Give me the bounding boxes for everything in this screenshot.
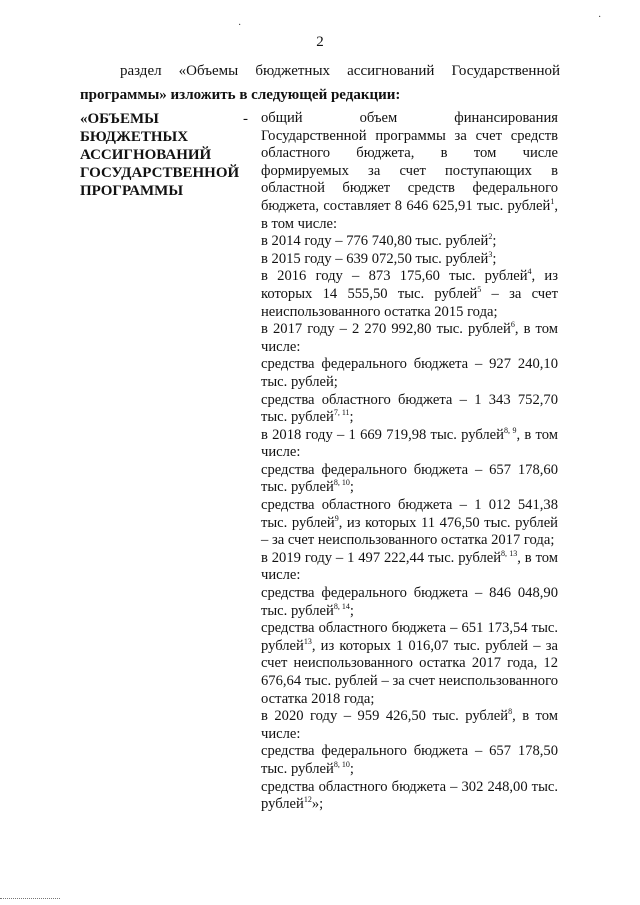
funding-2019: в 2019 году – 1 497 222,44 тыс. рублей$^{8, 13}$, в том числе: [261,548,559,584]
funding-total: общий объем финансирования Государственной программы за счет средств областного бюджета, в том числе формируемых за счет поступающих в областной бюджет средств федерального бюджета, составляет 8 646 625,91 тыс. рублей$^1$, в том числе: [261,110,558,232]
funding-2018: в 2018 году – 1 669 719,98 тыс. рублей$^{8, 9}$, в том числе: [261,425,558,461]
heading-dash: - [243,111,248,127]
funding-2017-federal: средства федерального бюджета – 927 240,10 тыс. рублей; [261,356,558,390]
funding-2020: в 2020 году – 959 426,50 тыс. рублей$^8$, в том числе: [261,707,558,742]
funding-2014: в 2014 году – 776 740,80 тыс. рублей$^2$; [261,232,497,250]
heading-line: АССИГНОВАНИЙ [80,147,212,163]
section-heading [80,110,250,200]
funding-2020-federal: средства федерального бюджета – 657 178,50 тыс. рублей$^{8, 10}$; [261,743,558,777]
intro-line-2 [80,84,560,106]
intro-line-2-text: программы» изложить в следующей редакции: [80,87,401,103]
funding-2015: в 2015 году – 639 072,50 тыс. рублей$^3$; [261,249,497,267]
intro-line-1: раздел «Объемы бюджетных ассигнований Государственной [120,63,560,79]
page-number: 2 [316,34,324,50]
funding-2018-federal: средства федерального бюджета – 657 178,60 тыс. рублей$^{8, 10}$; [261,461,558,496]
funding-content [261,110,558,814]
funding-2020-regional: средства областного бюджета – 302 248,00 тыс. рублей$^{12}$»; [261,778,558,813]
funding-2017: в 2017 году – 2 270 992,80 тыс. рублей$^6$, в том числе: [261,320,558,355]
funding-2019-federal: средства федерального бюджета – 846 048,90 тыс. рублей$^{8, 14}$; [261,585,558,619]
funding-2019-regional: средства областного бюджета – 651 173,54 тыс. рублей$^{13}$, из которых 1 016,07 тыс. рублей – за счет неиспользованного остатка 2017 года, 12 676,64 тыс. рублей – за счет неиспользованного остатка 2018 года; [261,620,558,707]
scan-speck: · [238,20,242,31]
heading-line: ПРОГРАММЫ [80,183,184,199]
funding-2017-regional: средства областного бюджета – 1 343 752,70 тыс. рублей$^{7, 11}$; [261,391,558,426]
scan-edge-mark [0,898,60,899]
heading-line: БЮДЖЕТНЫХ [80,129,189,145]
funding-2018-regional: средства областного бюджета – 1 012 541,38 тыс. рублей$^9$, из которых 11 476,50 тыс. рублей – за счет неиспользованного остатка 2017 года; [261,497,558,549]
heading-line: ГОСУДАРСТВЕННОЙ [80,165,240,181]
heading-line: «ОБЪЕМЫ [80,111,159,127]
funding-2016: в 2016 году – 873 175,60 тыс. рублей$^4$, из которых 14 555,50 тыс. рублей$^5$ – за счет неиспользованного остатка 2015 года; [261,267,559,320]
scan-speck: · [598,12,602,23]
